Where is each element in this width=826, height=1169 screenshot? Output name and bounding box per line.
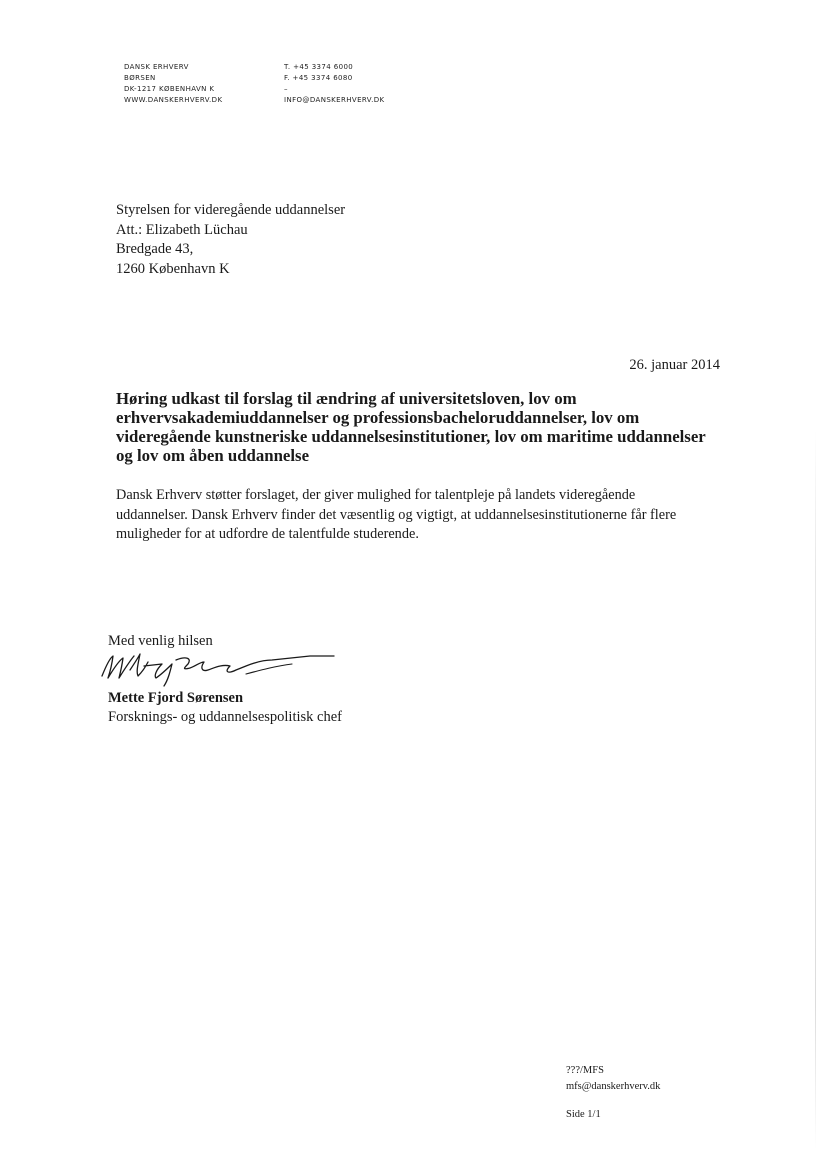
sender-email: mfs@danskerhverv.dk [566, 1081, 661, 1092]
signer-name: Mette Fjord Sørensen [108, 690, 244, 706]
letter-date: 26. januar 2014 [629, 357, 720, 373]
signer-title: Forsknings- og uddannelsespolitisk chef [108, 709, 342, 725]
company-website: WWW.DANSKERHVERV.DK [124, 96, 223, 104]
letterhead-address [124, 62, 222, 106]
letter-body: Dansk Erhverv støtter forslaget, der giver mulighed for talentpleje på landets videregående uddannelser. Dansk Erhverv finder det væsentlig og vigtigt, at uddannelsesinstitutionerne får flere muligheder for at udfordre de talentfulde studerende. [116, 487, 677, 542]
reference-code: ???/MFS [566, 1065, 604, 1076]
recipient-city: 1260 København K [116, 260, 230, 277]
scan-edge-line [815, 430, 816, 1150]
company-city: DK-1217 KØBENHAVN K [124, 85, 215, 93]
company-fax: F. +45 3374 6080 [284, 74, 353, 82]
company-email: INFO@DANSKERHVERV.DK [284, 96, 385, 104]
letter-subject: Høring udkast til forslag til ændring af universitetsloven, lov om erhvervsakademiuddannelser og professionsbacheloruddannelser, lov om videregående kunstneriske uddannelsesinstitutioner, lov om maritime uddannelser og lov om åben uddannelse [116, 389, 706, 465]
recipient-street: Bredgade 43, [116, 241, 194, 257]
letter-closing: Med venlig hilsen [108, 633, 213, 649]
recipient-organization: Styrelsen for videregående uddannelser [116, 202, 346, 218]
company-name: DANSK ERHVERV [124, 63, 189, 71]
letter-footer [566, 1063, 660, 1123]
letterhead-contact [284, 62, 385, 106]
recipient-attention: Att.: Elizabeth Lüchau [116, 221, 248, 238]
handwritten-signature [96, 646, 341, 690]
company-phone: T. +45 3374 6000 [284, 63, 354, 71]
page-number: Side 1/1 [566, 1109, 601, 1120]
recipient-address [116, 201, 345, 279]
contact-separator: – [284, 85, 288, 93]
company-building: BØRSEN [124, 74, 156, 82]
